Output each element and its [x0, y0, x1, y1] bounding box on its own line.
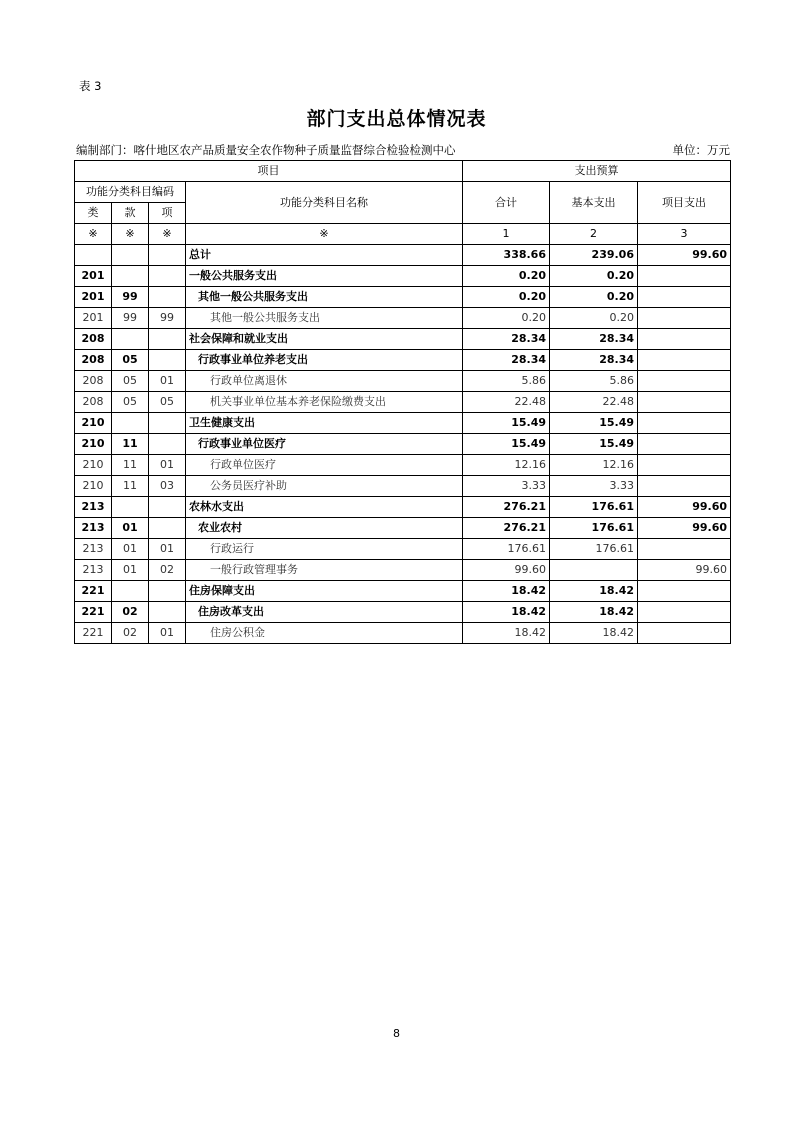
cell-kuan: 02 — [112, 602, 149, 623]
cell-project: 99.60 — [638, 497, 731, 518]
cell-basic: 5.86 — [550, 371, 638, 392]
cell-kuan — [112, 329, 149, 350]
cell-name: 住房公积金 — [186, 623, 463, 644]
table-row — [75, 539, 731, 560]
cell-lei: 208 — [75, 371, 112, 392]
cell-lei: 210 — [75, 434, 112, 455]
department-label: 编制部门：喀什地区农产品质量安全农作物种子质量监督综合检验检测中心 — [76, 143, 456, 157]
cell-basic: 28.34 — [550, 350, 638, 371]
cell-project — [638, 371, 731, 392]
cell-total: 0.20 — [463, 266, 550, 287]
cell-lei: 208 — [75, 392, 112, 413]
cell-xiang — [149, 413, 186, 434]
table-row — [75, 371, 731, 392]
cell-kuan: 05 — [112, 371, 149, 392]
cell-xiang: 03 — [149, 476, 186, 497]
cell-basic: 0.20 — [550, 308, 638, 329]
header-budget: 支出预算 — [463, 161, 731, 182]
cell-total: 0.20 — [463, 308, 550, 329]
cell-lei: 213 — [75, 539, 112, 560]
cell-basic: 0.20 — [550, 287, 638, 308]
unit-label: 单位：万元 — [672, 143, 730, 157]
header-code-group: 功能分类科目编码 — [75, 182, 186, 203]
table-row — [75, 434, 731, 455]
cell-lei: 221 — [75, 602, 112, 623]
cell-name: 一般公共服务支出 — [186, 266, 463, 287]
cell-name: 一般行政管理事务 — [186, 560, 463, 581]
cell-project — [638, 392, 731, 413]
table-row — [75, 287, 731, 308]
cell-total: 18.42 — [463, 623, 550, 644]
cell-kuan: 99 — [112, 308, 149, 329]
cell-xiang — [149, 266, 186, 287]
cell-lei: 213 — [75, 497, 112, 518]
cell-xiang: 01 — [149, 371, 186, 392]
cell-kuan: 01 — [112, 560, 149, 581]
cell-kuan: 05 — [112, 392, 149, 413]
header-total: 合计 — [463, 182, 550, 224]
cell-name: 住房保障支出 — [186, 581, 463, 602]
cell-project — [638, 413, 731, 434]
cell-name: 住房改革支出 — [186, 602, 463, 623]
cell-basic: 3.33 — [550, 476, 638, 497]
cell-basic: 12.16 — [550, 455, 638, 476]
cell-name: 行政单位医疗 — [186, 455, 463, 476]
page-title: 部门支出总体情况表 — [306, 108, 487, 130]
cell-basic: 18.42 — [550, 602, 638, 623]
cell-basic: 18.42 — [550, 581, 638, 602]
cell-name: 行政运行 — [186, 539, 463, 560]
table-row — [75, 497, 731, 518]
cell-kuan: 02 — [112, 623, 149, 644]
cell-basic: 176.61 — [550, 497, 638, 518]
cell-xiang — [149, 434, 186, 455]
cell-name: 行政事业单位养老支出 — [186, 350, 463, 371]
cell-lei: 210 — [75, 413, 112, 434]
cell-xiang — [149, 602, 186, 623]
header-row-2 — [75, 182, 731, 203]
cell-name: 农林水支出 — [186, 497, 463, 518]
cell-name: 其他一般公共服务支出 — [186, 287, 463, 308]
table-row — [75, 623, 731, 644]
cell-project: 99.60 — [638, 245, 731, 266]
cell-kuan: 01 — [112, 518, 149, 539]
cell-xiang: 01 — [149, 455, 186, 476]
col-index-1: 1 — [463, 224, 550, 245]
cell-lei: 213 — [75, 560, 112, 581]
cell-basic: 22.48 — [550, 392, 638, 413]
cell-project — [638, 434, 731, 455]
page-number: 8 — [393, 1027, 400, 1040]
cell-xiang: 01 — [149, 623, 186, 644]
cell-total: 276.21 — [463, 497, 550, 518]
cell-name: 农业农村 — [186, 518, 463, 539]
cell-kuan: 11 — [112, 455, 149, 476]
cell-project — [638, 602, 731, 623]
cell-kuan: 11 — [112, 476, 149, 497]
header-project: 项目 — [75, 161, 463, 182]
table-row — [75, 245, 731, 266]
header-lei: 类 — [75, 203, 112, 224]
cell-lei: 201 — [75, 266, 112, 287]
cell-total: 0.20 — [463, 287, 550, 308]
mark-xiang: ※ — [149, 224, 186, 245]
cell-project — [638, 476, 731, 497]
cell-lei: 210 — [75, 455, 112, 476]
table-row — [75, 392, 731, 413]
cell-name: 行政单位离退休 — [186, 371, 463, 392]
table-row — [75, 560, 731, 581]
header-basic: 基本支出 — [550, 182, 638, 224]
cell-xiang: 02 — [149, 560, 186, 581]
cell-basic: 18.42 — [550, 623, 638, 644]
header-project-exp: 项目支出 — [638, 182, 731, 224]
cell-total: 276.21 — [463, 518, 550, 539]
cell-xiang — [149, 287, 186, 308]
cell-total: 28.34 — [463, 350, 550, 371]
cell-project — [638, 266, 731, 287]
cell-xiang: 01 — [149, 539, 186, 560]
table-row — [75, 350, 731, 371]
cell-kuan — [112, 245, 149, 266]
cell-total: 338.66 — [463, 245, 550, 266]
cell-kuan: 01 — [112, 539, 149, 560]
cell-basic: 176.61 — [550, 539, 638, 560]
cell-xiang — [149, 497, 186, 518]
cell-xiang — [149, 581, 186, 602]
cell-kuan: 99 — [112, 287, 149, 308]
cell-lei: 201 — [75, 287, 112, 308]
col-index-2: 2 — [550, 224, 638, 245]
cell-basic: 15.49 — [550, 434, 638, 455]
cell-basic: 28.34 — [550, 329, 638, 350]
cell-lei: 210 — [75, 476, 112, 497]
cell-xiang — [149, 245, 186, 266]
cell-total: 3.33 — [463, 476, 550, 497]
cell-name: 总计 — [186, 245, 463, 266]
cell-xiang: 05 — [149, 392, 186, 413]
table-row — [75, 413, 731, 434]
cell-total: 18.42 — [463, 602, 550, 623]
cell-project — [638, 308, 731, 329]
cell-lei: 221 — [75, 623, 112, 644]
cell-lei: 213 — [75, 518, 112, 539]
header-row-4 — [75, 224, 731, 245]
cell-xiang — [149, 518, 186, 539]
header-row-1 — [75, 161, 731, 182]
cell-kuan — [112, 413, 149, 434]
table-row — [75, 455, 731, 476]
cell-project — [638, 623, 731, 644]
cell-kuan — [112, 497, 149, 518]
cell-project: 99.60 — [638, 518, 731, 539]
col-index-3: 3 — [638, 224, 731, 245]
cell-project — [638, 350, 731, 371]
table-body — [75, 161, 731, 644]
cell-kuan — [112, 581, 149, 602]
cell-project — [638, 455, 731, 476]
header-xiang: 项 — [149, 203, 186, 224]
cell-total: 12.16 — [463, 455, 550, 476]
mark-name: ※ — [186, 224, 463, 245]
table-label: 表 3 — [79, 79, 102, 93]
cell-lei: 201 — [75, 308, 112, 329]
cell-name: 行政事业单位医疗 — [186, 434, 463, 455]
cell-lei: 208 — [75, 329, 112, 350]
cell-name: 机关事业单位基本养老保险缴费支出 — [186, 392, 463, 413]
cell-xiang — [149, 350, 186, 371]
mark-lei: ※ — [75, 224, 112, 245]
expenditure-table — [74, 160, 731, 644]
meta-line — [76, 142, 730, 158]
table-row — [75, 581, 731, 602]
cell-kuan: 11 — [112, 434, 149, 455]
cell-name: 卫生健康支出 — [186, 413, 463, 434]
cell-lei — [75, 245, 112, 266]
cell-name: 公务员医疗补助 — [186, 476, 463, 497]
cell-total: 176.61 — [463, 539, 550, 560]
cell-total: 99.60 — [463, 560, 550, 581]
header-kuan: 款 — [112, 203, 149, 224]
cell-name: 社会保障和就业支出 — [186, 329, 463, 350]
cell-total: 28.34 — [463, 329, 550, 350]
cell-project — [638, 581, 731, 602]
cell-kuan — [112, 266, 149, 287]
table-row — [75, 518, 731, 539]
cell-total: 5.86 — [463, 371, 550, 392]
cell-xiang: 99 — [149, 308, 186, 329]
cell-kuan: 05 — [112, 350, 149, 371]
cell-total: 15.49 — [463, 434, 550, 455]
cell-name: 其他一般公共服务支出 — [186, 308, 463, 329]
cell-project — [638, 287, 731, 308]
cell-basic: 176.61 — [550, 518, 638, 539]
cell-basic — [550, 560, 638, 581]
cell-project — [638, 539, 731, 560]
cell-total: 18.42 — [463, 581, 550, 602]
cell-total: 22.48 — [463, 392, 550, 413]
cell-total: 15.49 — [463, 413, 550, 434]
cell-basic: 239.06 — [550, 245, 638, 266]
mark-kuan: ※ — [112, 224, 149, 245]
cell-basic: 0.20 — [550, 266, 638, 287]
table-row — [75, 266, 731, 287]
table-row — [75, 476, 731, 497]
cell-lei: 221 — [75, 581, 112, 602]
cell-project — [638, 329, 731, 350]
cell-basic: 15.49 — [550, 413, 638, 434]
table-row — [75, 329, 731, 350]
cell-project: 99.60 — [638, 560, 731, 581]
table-row — [75, 308, 731, 329]
cell-xiang — [149, 329, 186, 350]
table-row — [75, 602, 731, 623]
header-name: 功能分类科目名称 — [186, 182, 463, 224]
cell-lei: 208 — [75, 350, 112, 371]
